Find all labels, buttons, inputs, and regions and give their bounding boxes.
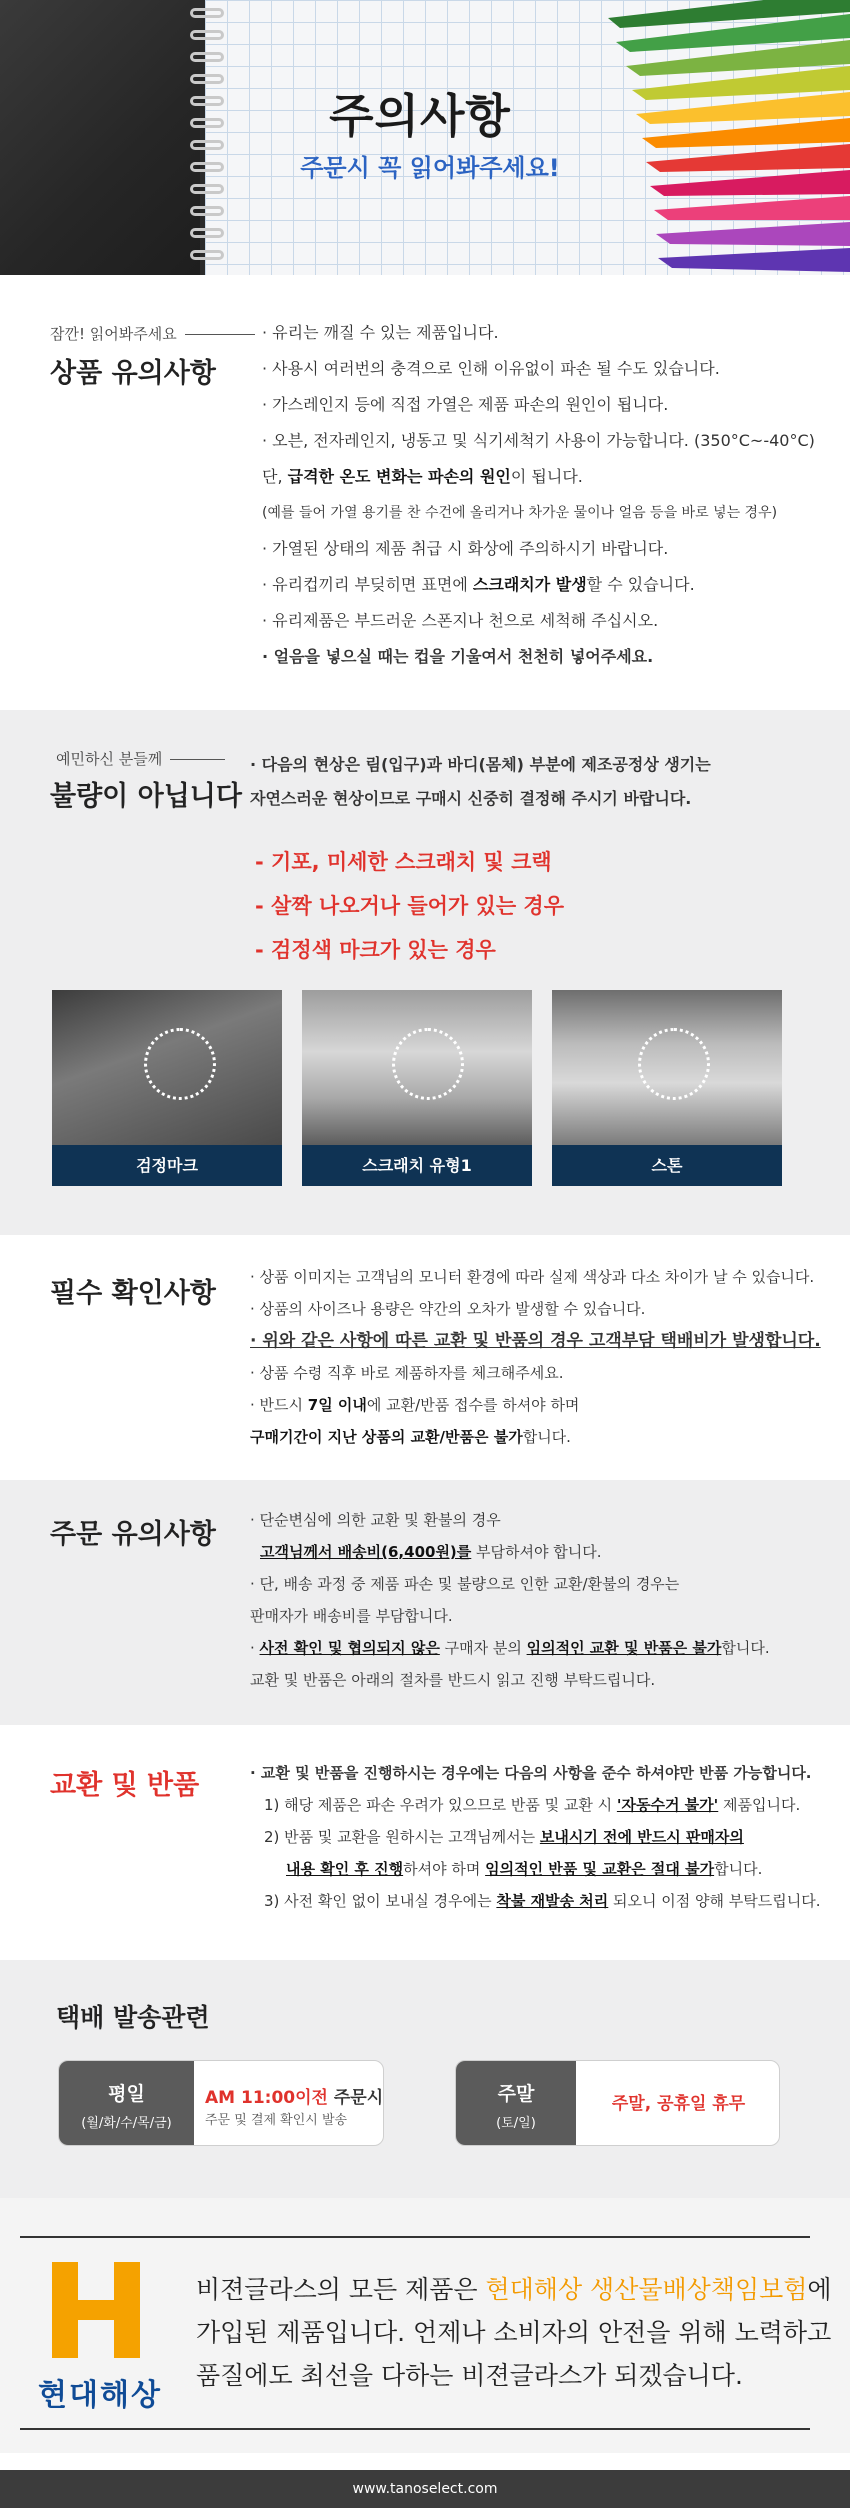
page-subtitle: 주문시 꼭 읽어봐주세요!: [300, 154, 560, 182]
badge-label: 평일: [108, 2083, 145, 2105]
list-item: · 단, 배송 과정 중 제품 파손 및 불량으로 인한 교환/환불의 경우는: [250, 1575, 680, 1593]
section-title: 교환 및 반품: [50, 1770, 200, 1801]
list-item: · 가열된 상태의 제품 취급 시 화상에 주의하시기 바랍니다.: [262, 539, 669, 558]
page-title: 주의사항: [329, 89, 511, 143]
footer-url: www.tanoselect.com: [0, 2470, 850, 2508]
weekday-note: 주문 및 결제 확인시 발송: [205, 2113, 348, 2128]
list-item: (예를 들어 가열 용기를 찬 수건에 올리거나 차가운 물이나 얼음 등을 바로 넣는 경우): [262, 505, 778, 521]
section-title: 상품 유의사항: [50, 358, 216, 389]
weekend-note: 주말, 공휴일 휴무: [611, 2094, 746, 2114]
highlight-circle: [638, 1028, 710, 1100]
weekend-badge: [456, 2061, 576, 2146]
badge-days: (월/화/수/목/금): [81, 2116, 172, 2131]
list-item: · 유리는 깨질 수 있는 제품입니다.: [262, 323, 499, 342]
list-item: 고객님께서 배송비(6,400원)를 부담하셔야 합니다.: [260, 1543, 602, 1561]
insurance-text: [196, 2268, 836, 2397]
list-item: · 상품의 사이즈나 용량은 약간의 오차가 발생할 수 있습니다.: [250, 1300, 646, 1318]
logo-text: 현대해상: [38, 2378, 162, 2413]
order-notice-section: [0, 1480, 850, 1725]
highlight-circle: [392, 1028, 464, 1100]
photo-black-mark: [52, 990, 282, 1186]
list-item: · 오븐, 전자레인지, 냉동고 및 식기세척기 사용이 가능합니다. (350°C~-40°C): [262, 431, 815, 450]
section-title: 주문 유의사항: [50, 1519, 216, 1550]
list-item: 2) 반품 및 교환을 원하시는 고객님께서는 보내시기 전에 반드시 판매자의: [264, 1828, 744, 1846]
section-title: 불량이 아닙니다: [50, 781, 242, 812]
photo-caption: 검정마크: [52, 1145, 282, 1186]
section-kicker: 예민하신 분들께: [56, 748, 225, 769]
list-item: 내용 확인 후 진행하셔야 하며 임의적인 반품 및 교환은 절대 불가합니다.: [286, 1860, 763, 1878]
photo-scratch: [302, 990, 532, 1186]
insurance-line: 비젼글라스의 모든 제품은 현대해상 생산물배상책임보험에: [196, 2275, 832, 2304]
list-item: - 검정색 마크가 있는 경우: [255, 938, 496, 962]
divider: [20, 2428, 810, 2430]
list-item: · 상품 이미지는 고객님의 모니터 환경에 따라 실제 색상과 다소 차이가 날 수 있습니다.: [250, 1268, 815, 1286]
list-item: · 교환 및 반품을 진행하시는 경우에는 다음의 사항을 준수 하셔야만 반품 가능합니다.: [250, 1764, 812, 1782]
photo-caption: 스크래치 유형1: [302, 1145, 532, 1186]
list-item: 구매기간이 지난 상품의 교환/반품은 불가합니다.: [250, 1428, 571, 1446]
list-item: 판매자가 배송비를 부담합니다.: [250, 1607, 453, 1625]
highlight-circle: [144, 1028, 216, 1100]
section-kicker: 잠깐! 읽어봐주세요: [50, 323, 255, 344]
weekday-time: AM 11:00이전 주문시: [205, 2088, 384, 2108]
exchange-list: [250, 1757, 821, 1917]
list-item: · 가스레인지 등에 직접 가열은 제품 파손의 원인이 됩니다.: [262, 395, 669, 414]
hyundai-marine-logo-icon: [46, 2260, 146, 2360]
list-item: 1) 해당 제품은 파손 우려가 있으므로 반품 및 교환 시 '자동수거 불가' 제품입니다.: [264, 1796, 801, 1814]
defect-photos: [52, 990, 802, 1186]
exchange-section: [0, 1725, 850, 1960]
photo-stone: [552, 990, 782, 1186]
insurance-line: 가입된 제품입니다. 언제나 소비자의 안전을 위해 노력하고: [196, 2318, 832, 2347]
not-defect-section: [0, 710, 850, 1235]
product-notice-list: [262, 315, 815, 675]
list-item: · 반드시 7일 이내에 교환/반품 접수를 하셔야 하며: [250, 1396, 580, 1414]
insurance-line: 품질에도 최선을 다하는 비젼글라스가 되겠습니다.: [196, 2361, 743, 2390]
list-item: - 살짝 나오거나 들어가 있는 경우: [255, 894, 564, 918]
insurance-section: [0, 2198, 850, 2453]
list-item: · 사전 확인 및 협의되지 않은 구매자 분의 임의적인 교환 및 반품은 불가합니다.: [250, 1639, 770, 1657]
shipping-section: [0, 1960, 850, 2198]
weekend-shipping-card: [455, 2060, 780, 2146]
list-item: · 유리제품은 부드러운 스폰지나 천으로 세척해 주십시오.: [262, 611, 659, 630]
list-item: · 얼음을 넣으실 때는 컵을 기울여서 천천히 넣어주세요.: [262, 647, 654, 666]
spiral-binding: [190, 0, 224, 275]
must-check-list: [250, 1261, 821, 1453]
divider: [20, 2236, 810, 2238]
weekday-badge: [59, 2061, 194, 2146]
defect-list: [255, 840, 564, 972]
list-item: · 사용시 여러번의 충격으로 인해 이유없이 파손 될 수도 있습니다.: [262, 359, 720, 378]
list-item: · 위와 같은 사항에 따른 교환 및 반품의 경우 고객부담 택배비가 발생합니다.: [250, 1331, 821, 1351]
product-notice-section: [0, 275, 850, 710]
badge-days: (토/일): [496, 2116, 536, 2131]
section-title: 택배 발송관련: [56, 2003, 210, 2032]
must-check-section: [0, 1235, 850, 1480]
list-item: · 유리컵끼리 부딪히면 표면에 스크래치가 발생할 수 있습니다.: [262, 575, 695, 594]
list-item: 교환 및 반품은 아래의 절차를 반드시 읽고 진행 부탁드립니다.: [250, 1671, 656, 1689]
list-item: 단, 급격한 온도 변화는 파손의 원인이 됩니다.: [262, 467, 583, 486]
list-item: · 단순변심에 의한 교환 및 환불의 경우: [250, 1511, 501, 1529]
hero-banner: [0, 0, 850, 275]
list-item: · 상품 수령 직후 바로 제품하자를 체크해주세요.: [250, 1364, 564, 1382]
photo-caption: 스톤: [552, 1145, 782, 1186]
weekday-shipping-card: [58, 2060, 384, 2146]
colored-pencils-image: [550, 0, 850, 275]
not-defect-intro: [250, 748, 711, 816]
order-notice-list: [250, 1504, 770, 1696]
list-item: - 기포, 미세한 스크래치 및 크랙: [255, 850, 552, 874]
badge-label: 주말: [497, 2083, 535, 2105]
section-title: 필수 확인사항: [50, 1278, 216, 1309]
intro-line: · 다음의 현상은 림(입구)과 바디(몸체) 부분에 제조공정상 생기는: [250, 755, 711, 774]
blackboard-image: [0, 0, 200, 275]
intro-line: 자연스러운 현상이므로 구매시 신중히 결정해 주시기 바랍니다.: [250, 789, 692, 808]
list-item: 3) 사전 확인 없이 보내실 경우에는 착불 재발송 처리 되오니 이점 양해 부탁드립니다.: [264, 1892, 821, 1910]
